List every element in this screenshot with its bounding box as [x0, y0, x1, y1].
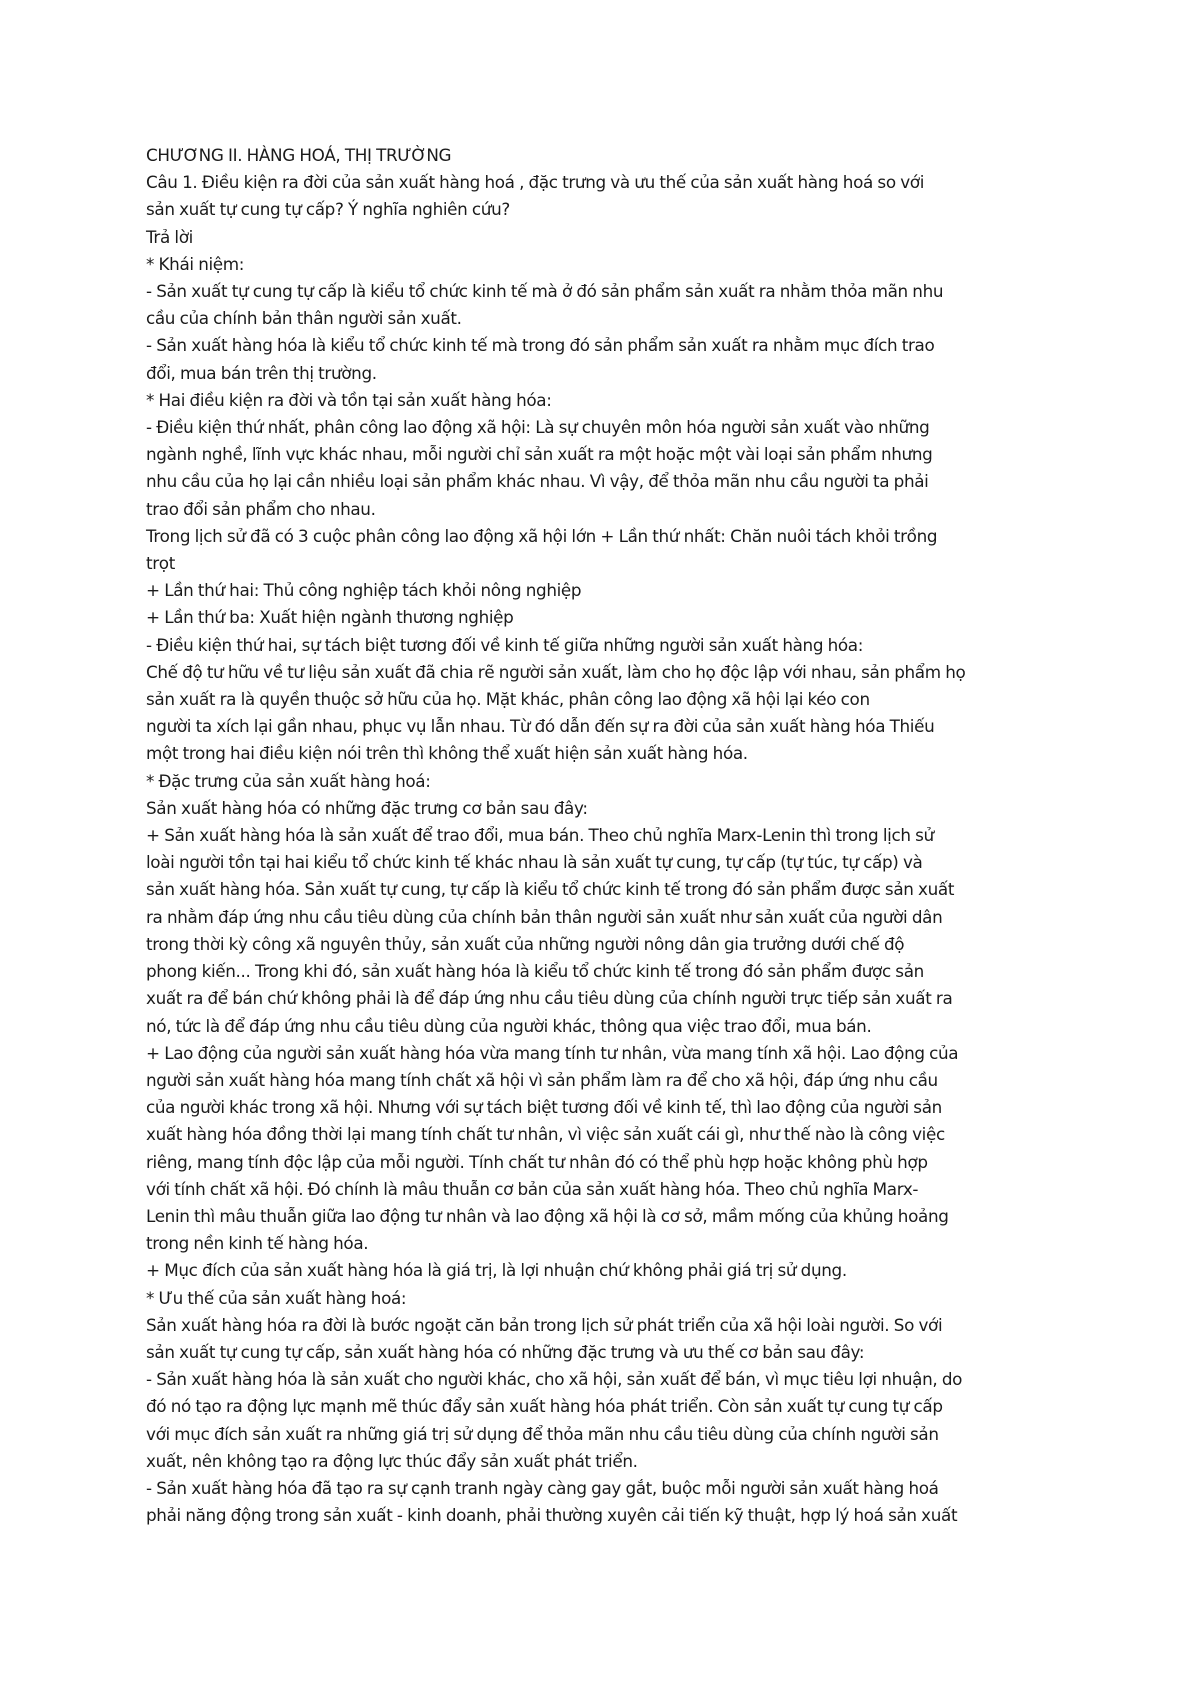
text-line: nhu cầu của họ lại cần nhiều loại sản phẩm khác nhau. Vì vậy, để thỏa mãn nhu cầu người ta phải: [146, 471, 929, 492]
text-line: - Sản xuất tự cung tự cấp là kiểu tổ chức kinh tế mà ở đó sản phẩm sản xuất ra nhằm thỏa mãn nhu: [146, 281, 944, 302]
text-line: CHƯƠNG II. HÀNG HOÁ, THỊ TRƯỜNG: [146, 145, 452, 165]
text-line: xuất hàng hóa đồng thời lại mang tính chất tư nhân, vì việc sản xuất cái gì, như thế nào là công việc: [146, 1124, 945, 1145]
text-line: nó, tức là để đáp ứng nhu cầu tiêu dùng của người khác, thông qua việc trao đổi, mua bán.: [146, 1015, 872, 1036]
text-line: ra nhằm đáp ứng nhu cầu tiêu dùng của chính bản thân người sản xuất như sản xuất của người dân: [146, 906, 943, 927]
text-line: + Mục đích của sản xuất hàng hóa là giá trị, là lợi nhuận chứ không phải giá trị sử dụng.: [146, 1260, 847, 1281]
text-line: + Lần thứ hai: Thủ công nghiệp tách khỏi nông nghiệp: [146, 580, 582, 601]
text-line: một trong hai điều kiện nói trên thì không thể xuất hiện sản xuất hàng hóa.: [146, 743, 748, 764]
text-line: của người khác trong xã hội. Nhưng với sự tách biệt tương đối về kinh tế, thì lao động của người sản: [146, 1097, 942, 1118]
text-line: với tính chất xã hội. Đó chính là mâu thuẫn cơ bản của sản xuất hàng hóa. Theo chủ nghĩa Marx-: [146, 1178, 919, 1199]
text-line: phong kiến... Trong khi đó, sản xuất hàng hóa là kiểu tổ chức kinh tế trong đó sản phẩm được sản: [146, 961, 924, 982]
text-line: trọt: [146, 553, 175, 574]
text-line: đó nó tạo ra động lực mạnh mẽ thúc đẩy sản xuất hàng hóa phát triển. Còn sản xuất tự cung tự cấp: [146, 1396, 943, 1417]
text-line: cầu của chính bản thân người sản xuất.: [146, 308, 462, 329]
text-line: Trong lịch sử đã có 3 cuộc phân công lao động xã hội lớn + Lần thứ nhất: Chăn nuôi tách khỏi trồng: [146, 525, 938, 546]
text-line: sản xuất tự cung tự cấp? Ý nghĩa nghiên cứu?: [146, 199, 510, 220]
text-line: xuất ra để bán chứ không phải là để đáp ứng nhu cầu tiêu dùng của chính người trực tiếp sản xuất ra: [146, 988, 953, 1009]
text-line: - Sản xuất hàng hóa là kiểu tổ chức kinh tế mà trong đó sản phẩm sản xuất ra nhằm mục đích trao: [146, 335, 935, 356]
text-line: ngành nghề, lĩnh vực khác nhau, mỗi người chỉ sản xuất ra một hoặc một vài loại sản phẩm nhưng: [146, 444, 933, 465]
text-line: với mục đích sản xuất ra những giá trị sử dụng để thỏa mãn nhu cầu tiêu dùng của chính người sản: [146, 1423, 939, 1444]
text-line: - Sản xuất hàng hóa đã tạo ra sự cạnh tranh ngày càng gay gắt, buộc mỗi người sản xuất hàng hoá: [146, 1477, 939, 1498]
text-line: người ta xích lại gần nhau, phục vụ lẫn nhau. Từ đó dẫn đến sự ra đời của sản xuất hàng hóa Thiếu: [146, 716, 935, 737]
text-line: Chế độ tư hữu về tư liệu sản xuất đã chia rẽ người sản xuất, làm cho họ độc lập với nhau, sản phẩm họ: [146, 661, 966, 682]
text-line: đổi, mua bán trên thị trường.: [146, 362, 377, 383]
text-line: Sản xuất hàng hóa ra đời là bước ngoặt căn bản trong lịch sử phát triển của xã hội loài người. So với: [146, 1314, 943, 1335]
text-line: sản xuất hàng hóa. Sản xuất tự cung, tự cấp là kiểu tổ chức kinh tế trong đó sản phẩm được sản xuất: [146, 879, 955, 900]
text-line: người sản xuất hàng hóa mang tính chất xã hội vì sản phẩm làm ra để cho xã hội, đáp ứng nhu cầu: [146, 1069, 938, 1090]
text-line: loài người tồn tại hai kiểu tổ chức kinh tế khác nhau là sản xuất tự cung, tự cấp (tự túc, tự cấp) và: [146, 852, 923, 873]
text-line: * Ưu thế của sản xuất hàng hoá:: [146, 1287, 407, 1308]
text-line: + Sản xuất hàng hóa là sản xuất để trao đổi, mua bán. Theo chủ nghĩa Marx-Lenin thì trong lịch sử: [146, 825, 934, 846]
text-line: riêng, mang tính độc lập của mỗi người. Tính chất tư nhân đó có thể phù hợp hoặc không phù hợp: [146, 1151, 928, 1172]
text-line: - Điều kiện thứ hai, sự tách biệt tương đối về kinh tế giữa những người sản xuất hàng hóa:: [146, 634, 864, 655]
text-line: sản xuất ra là quyền thuộc sở hữu của họ. Mặt khác, phân công lao động xã hội lại kéo con: [146, 689, 870, 710]
text-line: * Hai điều kiện ra đời và tồn tại sản xuất hàng hóa:: [146, 389, 552, 410]
text-line: phải năng động trong sản xuất - kinh doanh, phải thường xuyên cải tiến kỹ thuật, hợp lý hoá sản xuất: [146, 1505, 958, 1526]
text-line: Lenin thì mâu thuẫn giữa lao động tư nhân và lao động xã hội là cơ sở, mầm mống của khủng hoảng: [146, 1205, 949, 1226]
text-line: * Khái niệm:: [146, 253, 245, 274]
text-line: xuất, nên không tạo ra động lực thúc đẩy sản xuất phát triển.: [146, 1450, 638, 1471]
text-line: trao đổi sản phẩm cho nhau.: [146, 498, 376, 519]
text-line: trong thời kỳ công xã nguyên thủy, sản xuất của những người nông dân gia trưởng dưới chế độ: [146, 933, 905, 954]
text-line: Sản xuất hàng hóa có những đặc trưng cơ bản sau đây:: [146, 797, 588, 818]
document-page: [146, 142, 1066, 1529]
text-line: sản xuất tự cung tự cấp, sản xuất hàng hóa có những đặc trưng và ưu thế cơ bản sau đây:: [146, 1341, 865, 1362]
text-line: Trả lời: [146, 226, 193, 247]
text-line: + Lần thứ ba: Xuất hiện ngành thương nghiệp: [146, 607, 514, 628]
text-line: - Sản xuất hàng hóa là sản xuất cho người khác, cho xã hội, sản xuất để bán, vì mục tiêu lợi nhuận, do: [146, 1369, 963, 1390]
text-line: * Đặc trưng của sản xuất hàng hoá:: [146, 770, 431, 791]
text-line: Câu 1. Điều kiện ra đời của sản xuất hàng hoá , đặc trưng và ưu thế của sản xuất hàng hoá so với: [146, 172, 925, 193]
text-line: + Lao động của người sản xuất hàng hóa vừa mang tính tư nhân, vừa mang tính xã hội. Lao động của: [146, 1042, 959, 1063]
text-line: trong nền kinh tế hàng hóa.: [146, 1233, 369, 1254]
text-line: - Điều kiện thứ nhất, phân công lao động xã hội: Là sự chuyên môn hóa người sản xuất vào những: [146, 417, 930, 438]
